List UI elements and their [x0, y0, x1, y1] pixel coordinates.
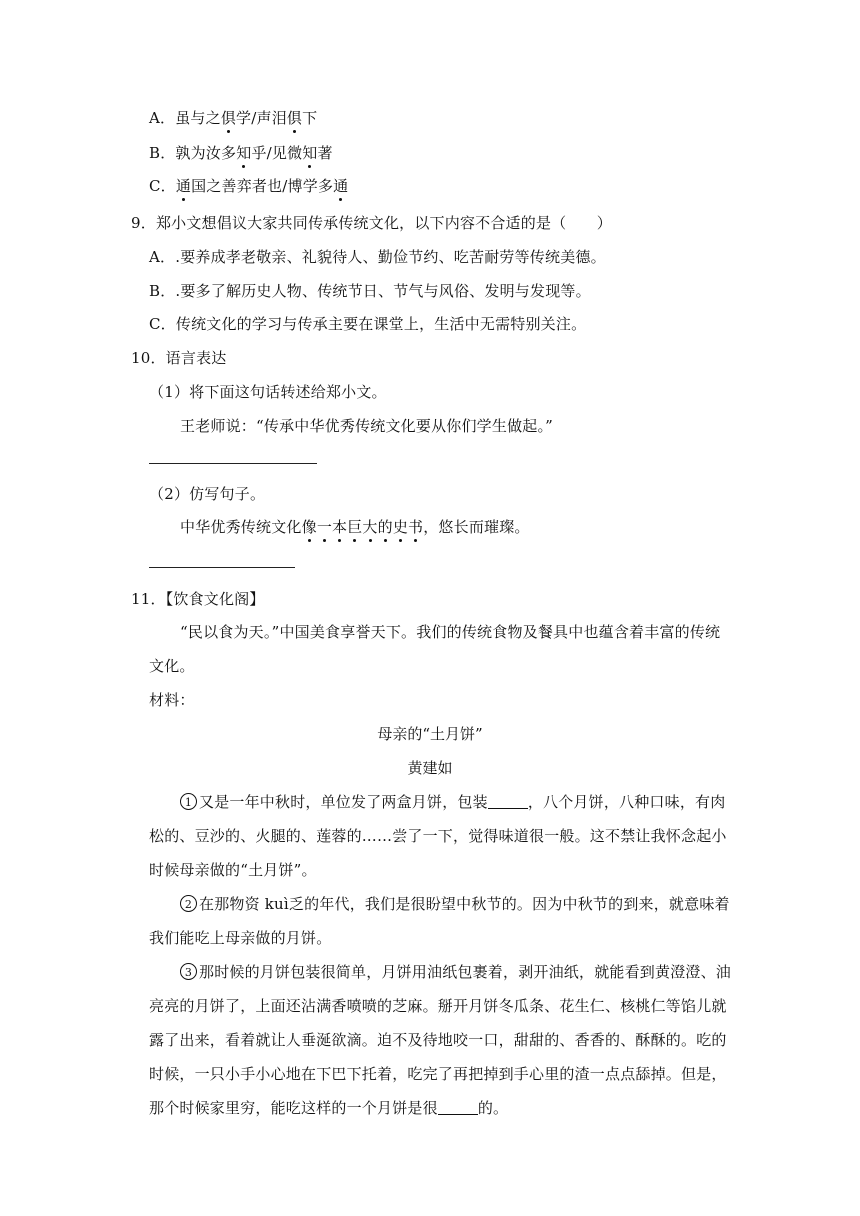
emphasis-dot-char: 知	[302, 144, 318, 162]
emphasis-dot-char: 俱	[286, 109, 303, 127]
fill-blank-2[interactable]	[438, 1100, 478, 1115]
q11-stem: 11．【饮食文化阁】	[131, 590, 265, 608]
article-title: 母亲的“土月饼”	[377, 725, 483, 743]
emphasis-dot-char: 本	[332, 518, 348, 536]
emphasis-dot-char: 的	[377, 518, 393, 536]
article-para1-line2: 松的、豆沙的、火腿的、莲蓉的……尝了一下，觉得味道很一般。这不禁让我怀念起小	[149, 827, 727, 845]
material-label: 材料：	[149, 691, 195, 709]
q10-part1-quote: 王老师说：“传承中华优秀传统文化要从你们学生做起。”	[180, 417, 554, 435]
emphasis-dot-char: 史	[392, 518, 409, 536]
emphasis-dot-char: 一	[316, 518, 333, 536]
q9-option-b[interactable]: B．.要多了解历史人物、传统节日、节气与风俗、发明与发现等。	[149, 282, 591, 300]
article-para3-line2: 亮亮的月饼了，上面还沾满香喷喷的芝麻。掰开月饼冬瓜条、花生仁、核桃仁等馅儿就	[149, 997, 727, 1015]
emphasis-dot-char: 知	[236, 144, 252, 162]
q9-option-c[interactable]: C．传统文化的学习与传承主要在课堂上，生活中无需特别关注。	[149, 315, 587, 333]
paragraph-number-2: 2	[180, 895, 197, 912]
fill-blank-1[interactable]	[488, 794, 528, 809]
answer-line-1[interactable]	[149, 463, 317, 464]
q8-option-c[interactable]: C．通国之善弈者也/博学多通	[149, 177, 349, 195]
article-para3-line3: 露了出来，看着就让人垂涎欲滴。迫不及待地咬一口，甜甜的、香香的、酥酥的。吃的	[149, 1031, 727, 1049]
article-para2-line1: 2 在那物资 kuì乏的年代，我们是很盼望中秋节的。因为中秋节的到来，就意味着	[180, 894, 730, 914]
emphasis-dot-char: 书	[408, 518, 424, 536]
q8-option-b[interactable]: B．孰为汝多知乎/见微知著	[149, 144, 333, 162]
article-para3-line5: 那个时候家里穷，能吃这样的一个月饼是很 的。	[149, 1099, 509, 1117]
q10-part1-label: （1）将下面这句话转述给郑小文。	[149, 383, 387, 401]
q11-intro-line1: “民以食为天。”中国美食享誉天下。我们的传统食物及餐具中也蕴含着丰富的传统	[180, 623, 721, 641]
q11-intro-line2: 文化。	[149, 657, 195, 675]
paragraph-number-1: 1	[180, 793, 197, 810]
q8-option-a[interactable]: A．虽与之俱学/声泪俱下	[149, 109, 318, 127]
article-author: 黄建如	[407, 759, 453, 777]
q10-part2-sentence: 中华优秀传统文化像一本巨大的史书，悠长而璀璨。	[180, 518, 530, 536]
emphasis-dot-char: 俱	[220, 109, 237, 127]
emphasis-dot-char: 巨	[347, 518, 363, 536]
q10-part2-label: （2）仿写句子。	[149, 485, 266, 503]
article-para1-line1: 1 又是一年中秋时，单位发了两盒月饼，包装 ，八个月饼，八种口味，有肉	[180, 792, 725, 812]
answer-line-2[interactable]	[149, 567, 295, 568]
article-para1-line3: 时候母亲做的“土月饼”。	[149, 861, 317, 879]
article-para3-line1: 3 那时候的月饼包装很简单，月饼用油纸包裹着，剥开油纸，就能看到黄澄澄、油	[180, 962, 731, 982]
q9-option-a[interactable]: A．.要养成孝老敬亲、礼貌待人、勤俭节约、吃苦耐劳等传统美德。	[149, 248, 606, 266]
q9-stem: 9．郑小文想倡议大家共同传承传统文化，以下内容不合适的是（ ）	[131, 214, 612, 232]
article-para3-line4: 时候，一只小手小心地在下巴下托着，吃完了再把掉到手心里的渣一点点舔掉。但是，	[149, 1065, 727, 1083]
article-para2-line2: 我们能吃上母亲做的月饼。	[149, 929, 332, 947]
q10-stem: 10．语言表达	[131, 349, 227, 367]
paragraph-number-3: 3	[180, 963, 197, 980]
emphasis-dot-char: 通	[333, 177, 349, 195]
emphasis-dot-char: 大	[362, 518, 378, 536]
emphasis-dot-char: 通	[175, 177, 192, 195]
emphasis-dot-char: 像	[301, 518, 317, 536]
